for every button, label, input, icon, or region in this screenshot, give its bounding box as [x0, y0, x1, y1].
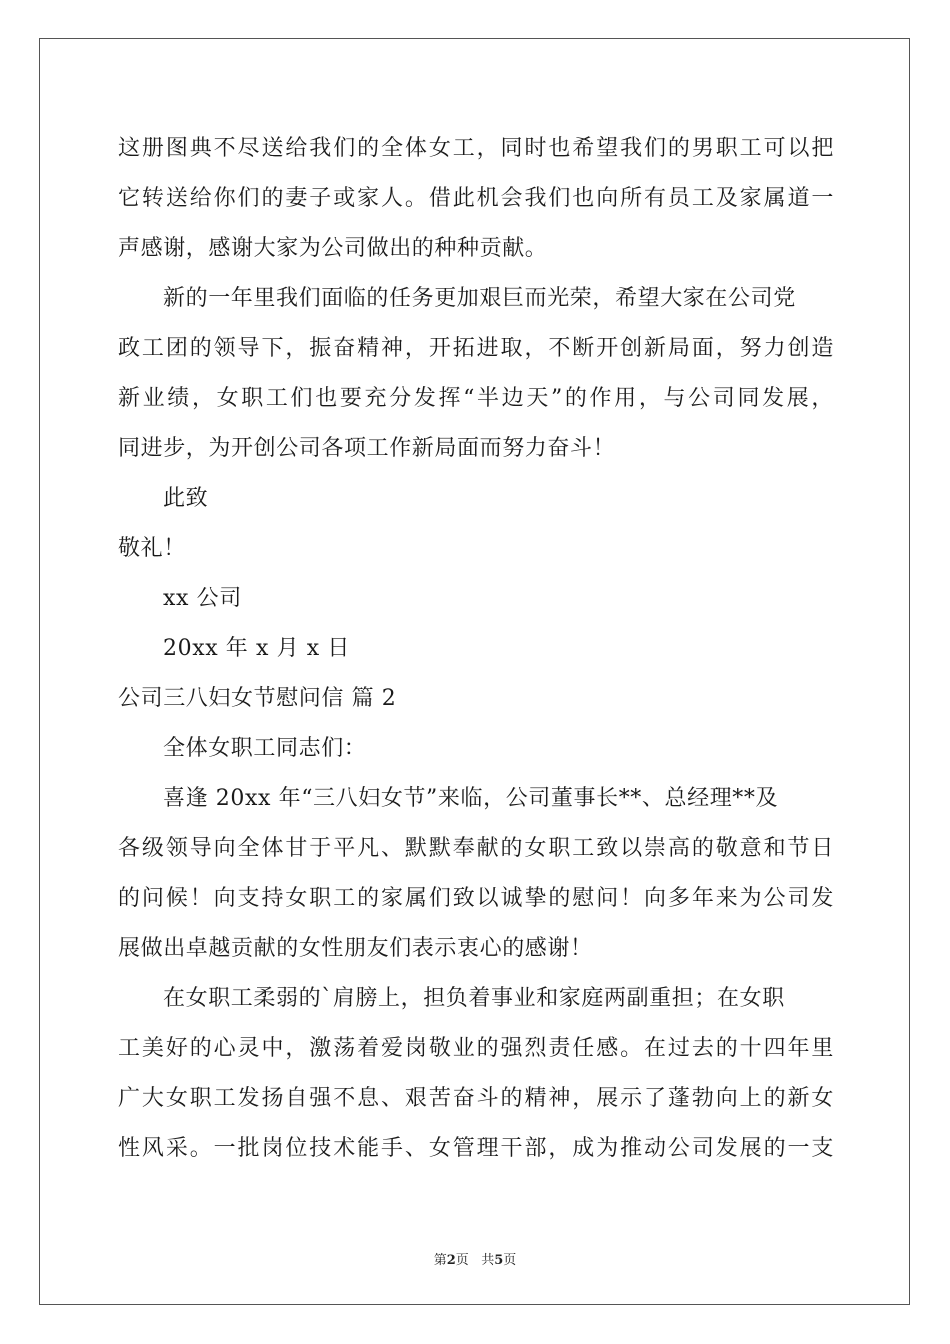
- page-prefix: 第: [433, 1253, 447, 1268]
- total-prefix: 共: [481, 1253, 495, 1268]
- paragraph-line: 展做出卓越贡献的女性朋友们表示衷心的感谢！: [118, 936, 593, 961]
- total-suffix: 页: [503, 1253, 517, 1268]
- paragraph-line: 在女职工柔弱的`肩膀上，担负着事业和家庭两副重担；在女职: [163, 986, 785, 1011]
- paragraph-line: 政工团的领导下，振奋精神，开拓进取，不断开创新局面，努力创造: [118, 336, 834, 361]
- paragraph-line: 各级领导向全体甘于平凡、默默奉献的女职工致以崇高的敬意和节日: [118, 836, 834, 861]
- paragraph-line: 它转送给你们的妻子或家人。借此机会我们也向所有员工及家属道一: [118, 186, 834, 211]
- paragraph-line: 这册图典不尽送给我们的全体女工，同时也希望我们的男职工可以把: [118, 136, 834, 161]
- signature-date: 20xx 年 x 月 x 日: [163, 636, 350, 661]
- paragraph-line: 的问候！向支持女职工的家属们致以诚挚的慰问！向多年来为公司发: [118, 886, 834, 911]
- paragraph-line: 性风采。一批岗位技术能手、女管理干部，成为推动公司发展的一支: [118, 1136, 834, 1161]
- paragraph-line: 广大女职工发扬自强不息、艰苦奋斗的精神，展示了蓬勃向上的新女: [118, 1086, 834, 1111]
- signature-company: xx 公司: [163, 586, 242, 611]
- closing-salutation: 此致: [163, 486, 209, 511]
- page-suffix: 页: [455, 1253, 469, 1268]
- paragraph-line: 喜逢 20xx 年“三八妇女节”来临，公司董事长**、总经理**及: [163, 786, 779, 811]
- section-title: 公司三八妇女节慰问信 篇 2: [118, 686, 397, 711]
- letter-greeting: 全体女职工同志们：: [163, 736, 367, 761]
- paragraph-line: 新业绩，女职工们也要充分发挥“半边天”的作用，与公司同发展，: [118, 386, 834, 411]
- page-current: 2: [446, 1253, 456, 1268]
- paragraph-line: 声感谢，感谢大家为公司做出的种种贡献。: [118, 236, 548, 261]
- paragraph-line: 新的一年里我们面临的任务更加艰巨而光荣，希望大家在公司党: [163, 286, 796, 311]
- closing-regards: 敬礼！: [118, 536, 186, 561]
- page-total: 5: [494, 1253, 504, 1268]
- paragraph-line: 同进步，为开创公司各项工作新局面而努力奋斗！: [118, 436, 616, 461]
- page-footer: [0, 1249, 950, 1268]
- paragraph-line: 工美好的心灵中，激荡着爱岗敬业的强烈责任感。在过去的十四年里: [118, 1036, 834, 1061]
